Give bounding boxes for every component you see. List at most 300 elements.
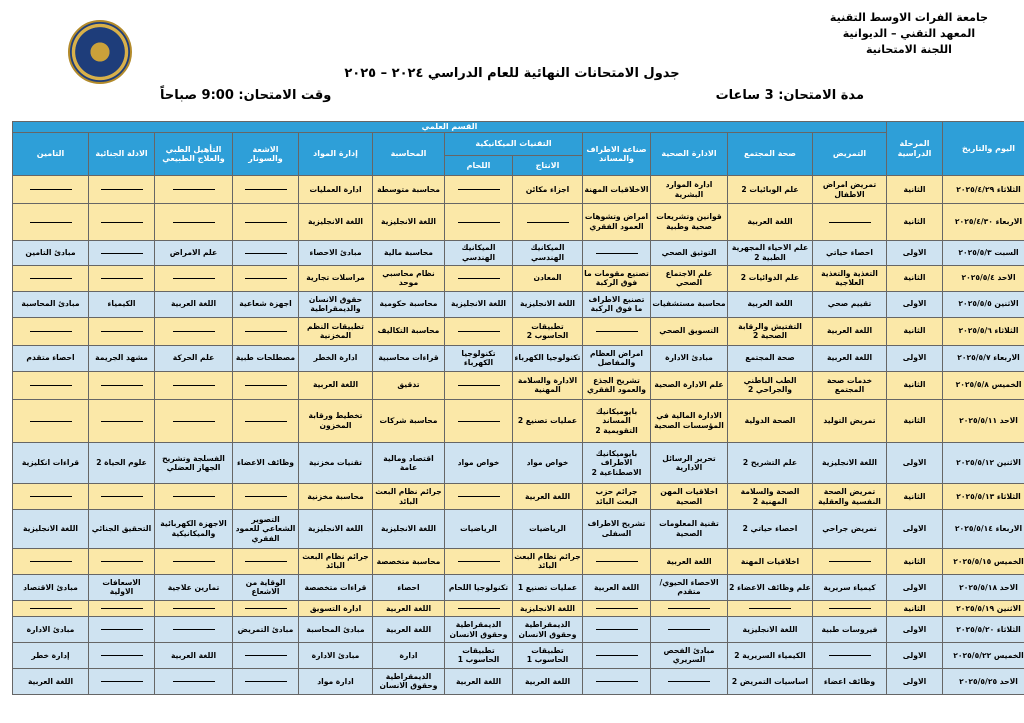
dash-placeholder (245, 278, 287, 279)
dash-placeholder (173, 608, 215, 609)
subject-cell: بايوميكانيك المساند التقويمية 2 (583, 399, 651, 442)
date-cell: الخميس ٢٠٢٥/٥/١٥ (943, 548, 1024, 574)
empty-cell (155, 265, 233, 291)
header-rehab: التأهيل الطبي والعلاج الطبيعي (155, 133, 233, 176)
date-cell: الخميس ٢٠٢٥/٥/٨ (943, 371, 1024, 399)
dash-placeholder (458, 561, 500, 562)
subject-cell: مشهد الجريمة (89, 345, 155, 371)
table-row (13, 371, 1024, 399)
dash-placeholder (173, 681, 215, 682)
dash-placeholder (668, 629, 710, 630)
empty-cell (13, 317, 89, 345)
subject-cell: محاسبة مستشفيات (651, 291, 728, 317)
subject-cell: حقوق الانسان والديمقراطية (299, 291, 373, 317)
dash-placeholder (30, 421, 72, 422)
dash-placeholder (527, 222, 569, 223)
dash-placeholder (173, 385, 215, 386)
subject-cell: اساسيات التمريض 2 (728, 668, 813, 694)
subject-cell: التحقيق الجنائي (89, 510, 155, 549)
stage-cell: الاولى (887, 345, 943, 371)
subject-cell: علوم الحياة 2 (89, 443, 155, 484)
subject-cell: اللغة العربية (728, 291, 813, 317)
empty-cell (651, 600, 728, 616)
subject-cell: امراض العظام والمفاصل (583, 345, 651, 371)
subject-cell: تحرير الرسائل الادارية (651, 443, 728, 484)
subject-cell: مبادئ الفحص السريري (651, 642, 728, 668)
dash-placeholder (30, 189, 72, 190)
header-insurance: التامين (13, 133, 89, 176)
subject-cell: علم وظائف الاعضاء 2 (728, 574, 813, 600)
dash-placeholder (101, 278, 143, 279)
empty-cell (89, 617, 155, 643)
subject-cell: جرائم نظام البعث البائد (299, 548, 373, 574)
empty-cell (583, 600, 651, 616)
dash-placeholder (101, 629, 143, 630)
empty-cell (445, 317, 513, 345)
empty-cell (233, 265, 299, 291)
date-cell: الاحد ٢٠٢٥/٥/١٨ (943, 574, 1024, 600)
subject-cell: اخلاقيات المهن الصحية (651, 484, 728, 510)
subject-cell: محاسبة التكاليف (373, 317, 445, 345)
subject-cell: اخلاقيات المهنة (728, 548, 813, 574)
header-forensic: الادلة الجنائية (89, 133, 155, 176)
empty-cell (13, 204, 89, 241)
stage-cell: الثانية (887, 600, 943, 616)
empty-cell (155, 204, 233, 241)
empty-cell (89, 642, 155, 668)
empty-cell (13, 176, 89, 204)
subject-cell: مبادئ المحاسبة (13, 291, 89, 317)
empty-cell (13, 399, 89, 442)
date-cell: السبت ٢٠٢٥/٥/٣ (943, 240, 1024, 265)
table-row (13, 176, 1024, 204)
header-materials: إدارة المواد (299, 133, 373, 176)
empty-cell (445, 265, 513, 291)
subject-cell: الكيمياء السريرية 2 (728, 642, 813, 668)
date-cell: الاثنين ٢٠٢٥/٥/١٩ (943, 600, 1024, 616)
dash-placeholder (101, 385, 143, 386)
subject-cell: الميكانيك الهندسي (513, 240, 583, 265)
exam-schedule-table (12, 121, 1024, 695)
empty-cell (233, 484, 299, 510)
empty-cell (13, 484, 89, 510)
table-row (13, 443, 1024, 484)
empty-cell (445, 600, 513, 616)
dash-placeholder (596, 253, 638, 254)
subject-cell: ادارة مواد (299, 668, 373, 694)
date-cell: الخميس ٢٠٢٥/٥/٢٢ (943, 642, 1024, 668)
empty-cell (445, 399, 513, 442)
stage-cell: الثانية (887, 399, 943, 442)
date-cell: الاحد ٢٠٢٥/٥/٢٥ (943, 668, 1024, 694)
empty-cell (155, 399, 233, 442)
subject-cell: تكنولوجيا الكهرباء (445, 345, 513, 371)
empty-cell (89, 317, 155, 345)
subject-cell: تطبيقات الحاسوب 1 (513, 642, 583, 668)
header-science-dept: القسم العلمي (13, 122, 887, 133)
dash-placeholder (173, 189, 215, 190)
subject-cell: اللغة الانجليزية (445, 291, 513, 317)
empty-cell (445, 484, 513, 510)
subject-cell: اللغة الانجليزية (513, 600, 583, 616)
dash-placeholder (101, 222, 143, 223)
subject-cell: مصطلحات طبية (233, 345, 299, 371)
dash-placeholder (596, 561, 638, 562)
dash-placeholder (596, 629, 638, 630)
subject-cell: علم التشريح 2 (728, 443, 813, 484)
subject-cell: التفتيش والرقابة الصحية 2 (728, 317, 813, 345)
subject-cell: مبادئ المحاسبة (299, 617, 373, 643)
subject-cell: مبادئ الادارة (299, 642, 373, 668)
dash-placeholder (30, 222, 72, 223)
stage-cell: الثانية (887, 265, 943, 291)
subject-cell: الاسعافات الاولية (89, 574, 155, 600)
subject-cell: الادارة والسلامة المهنية (513, 371, 583, 399)
dash-placeholder (245, 331, 287, 332)
subject-cell: احصاء متقدم (13, 345, 89, 371)
dash-placeholder (749, 608, 791, 609)
subject-cell: تطبيقات الحاسوب 1 (445, 642, 513, 668)
subject-cell: صحة المجتمع (728, 345, 813, 371)
dash-placeholder (173, 331, 215, 332)
subject-cell: اللغة الانجليزية (513, 291, 583, 317)
dash-placeholder (458, 189, 500, 190)
empty-cell (583, 240, 651, 265)
empty-cell (728, 600, 813, 616)
dash-placeholder (30, 561, 72, 562)
subject-cell: فيروسات طبية (813, 617, 887, 643)
subject-cell: تشريح الجذع والعمود الفقري (583, 371, 651, 399)
dash-placeholder (101, 608, 143, 609)
header-stage: المرحلة الدراسية (887, 122, 943, 176)
empty-cell (233, 176, 299, 204)
date-cell: الاحد ٢٠٢٥/٥/١١ (943, 399, 1024, 442)
subject-cell: محاسبة مالية (373, 240, 445, 265)
subject-cell: الاحصاء الحيوي/ متقدم (651, 574, 728, 600)
dash-placeholder (596, 331, 638, 332)
dash-placeholder (245, 385, 287, 386)
stage-cell: الاولى (887, 510, 943, 549)
empty-cell (583, 642, 651, 668)
table-row (13, 574, 1024, 600)
empty-cell (89, 484, 155, 510)
date-cell: الثلاثاء ٢٠٢٥/٤/٢٩ (943, 176, 1024, 204)
dash-placeholder (101, 421, 143, 422)
dash-placeholder (596, 655, 638, 656)
subject-cell: مبادئ الاقتصاد (13, 574, 89, 600)
header-accounting: المحاسبة (373, 133, 445, 176)
header-welding: اللحام (445, 156, 513, 176)
subject-cell: تمريض جراحي (813, 510, 887, 549)
subject-cell: علم الاجتماع الصحي (651, 265, 728, 291)
subject-cell: إدارة خطر (13, 642, 89, 668)
exam-duration: مدة الامتحان: 3 ساعات (715, 88, 864, 103)
dash-placeholder (30, 496, 72, 497)
subject-cell: علم الاحياء المجهرية الطبية 2 (728, 240, 813, 265)
dash-placeholder (101, 253, 143, 254)
dash-placeholder (596, 608, 638, 609)
table-row (13, 617, 1024, 643)
subject-cell: تكنولوجيا الكهرباء (513, 345, 583, 371)
subject-cell: محاسبة متوسطة (373, 176, 445, 204)
subject-cell: عمليات تصنيع 1 (513, 574, 583, 600)
empty-cell (155, 668, 233, 694)
subject-cell: قراءات محاسبية (373, 345, 445, 371)
dash-placeholder (30, 385, 72, 386)
dash-placeholder (829, 222, 871, 223)
subject-cell: اللغة العربية (373, 600, 445, 616)
subject-cell: نظام محاسبي موحد (373, 265, 445, 291)
subject-cell: جرائم نظام البعث البائد (513, 548, 583, 574)
dash-placeholder (668, 681, 710, 682)
subject-cell: اللغة العربية (155, 642, 233, 668)
subject-cell: تقنيات مخزنية (299, 443, 373, 484)
subject-cell: قراءات متخصصة (299, 574, 373, 600)
empty-cell (155, 317, 233, 345)
subject-cell: مبادئ الادارة (651, 345, 728, 371)
stage-cell: الاولى (887, 574, 943, 600)
committee-name: اللجنة الامتحانية (866, 43, 952, 56)
page-title: جدول الامتحانات النهائية للعام الدراسي ٢٠٢٤ – ٢٠٢٥ (344, 66, 680, 81)
subject-cell: تمريض امراض الاطفال (813, 176, 887, 204)
subject-cell: الفسلجة وتشريح الجهاز العضلي (155, 443, 233, 484)
subject-cell: تمريض التوليد (813, 399, 887, 442)
empty-cell (89, 204, 155, 241)
subject-cell: مبادئ الادارة (13, 617, 89, 643)
dash-placeholder (245, 608, 287, 609)
dash-placeholder (458, 222, 500, 223)
dash-placeholder (458, 278, 500, 279)
subject-cell: كيمياء سريرية (813, 574, 887, 600)
table-row (13, 510, 1024, 549)
dash-placeholder (173, 496, 215, 497)
subject-cell: تقنية المعلومات الصحية (651, 510, 728, 549)
dash-placeholder (829, 608, 871, 609)
table-row (13, 548, 1024, 574)
dash-placeholder (829, 655, 871, 656)
subject-cell: اقتصاد ومالية عامة (373, 443, 445, 484)
subject-cell: اللغة العربية (513, 484, 583, 510)
subject-cell: ادارة (373, 642, 445, 668)
dash-placeholder (30, 278, 72, 279)
empty-cell (813, 642, 887, 668)
institution-header (830, 10, 988, 58)
dash-placeholder (173, 561, 215, 562)
empty-cell (233, 399, 299, 442)
subject-cell: الكيمياء (89, 291, 155, 317)
subject-cell: تمارين علاجية (155, 574, 233, 600)
empty-cell (233, 317, 299, 345)
subject-cell: اللغة العربية (13, 668, 89, 694)
empty-cell (445, 176, 513, 204)
subject-cell: جرائم نظام البعث البائد (373, 484, 445, 510)
table-row (13, 291, 1024, 317)
dash-placeholder (829, 561, 871, 562)
empty-cell (651, 668, 728, 694)
header-health-admin: الادارة الصحية (651, 133, 728, 176)
subject-cell: اللغة الانجليزية (373, 204, 445, 241)
subject-cell: ادارة التسويق (299, 600, 373, 616)
stage-cell: الاولى (887, 443, 943, 484)
stage-cell: الثانية (887, 548, 943, 574)
subject-cell: تدقيق (373, 371, 445, 399)
subject-cell: اللغة العربية (651, 548, 728, 574)
empty-cell (89, 240, 155, 265)
subject-cell: اللغة الانجليزية (373, 510, 445, 549)
subject-cell: محاسبة مخزنية (299, 484, 373, 510)
subject-cell: مبادئ التمريض (233, 617, 299, 643)
subject-cell: ادارة الخطر (299, 345, 373, 371)
stage-cell: الاولى (887, 642, 943, 668)
empty-cell (233, 548, 299, 574)
dash-placeholder (668, 608, 710, 609)
subject-cell: محاسبة متخصصة (373, 548, 445, 574)
empty-cell (89, 399, 155, 442)
subject-cell: المعادن (513, 265, 583, 291)
subject-cell: الديمقراطية وحقوق الانسان (513, 617, 583, 643)
empty-cell (89, 548, 155, 574)
subject-cell: اللغة العربية (373, 617, 445, 643)
table-row (13, 642, 1024, 668)
university-name: جامعة الفرات الاوسط التقنية (829, 11, 988, 24)
dash-placeholder (101, 496, 143, 497)
subject-cell: تقييم صحي (813, 291, 887, 317)
subject-cell: الادارة المالية في المؤسسات الصحية (651, 399, 728, 442)
date-cell: الاربعاء ٢٠٢٥/٥/٧ (943, 345, 1024, 371)
subject-cell: تمريض الصحة النفسية والعقلية (813, 484, 887, 510)
empty-cell (813, 204, 887, 241)
table-row (13, 265, 1024, 291)
subject-cell: محاسبة حكومية (373, 291, 445, 317)
dash-placeholder (458, 385, 500, 386)
table-row (13, 668, 1024, 694)
dash-placeholder (30, 608, 72, 609)
subject-cell: الوقاية من الاشعاع (233, 574, 299, 600)
institute-name: المعهد التقني – الديوانية (842, 27, 976, 40)
empty-cell (445, 204, 513, 241)
subject-cell: الرياضيات (513, 510, 583, 549)
empty-cell (89, 371, 155, 399)
subject-cell: اجهزة شعاعية (233, 291, 299, 317)
date-cell: الاربعاء ٢٠٢٥/٥/١٤ (943, 510, 1024, 549)
date-cell: الثلاثاء ٢٠٢٥/٥/٦ (943, 317, 1024, 345)
empty-cell (583, 668, 651, 694)
subject-cell: جرائم حزب البعث البائد (583, 484, 651, 510)
empty-cell (155, 548, 233, 574)
dash-placeholder (596, 681, 638, 682)
table-row (13, 345, 1024, 371)
exam-time: وقت الامتحان: 9:00 صباحاً (160, 88, 332, 103)
empty-cell (233, 642, 299, 668)
dash-placeholder (173, 222, 215, 223)
table-row (13, 204, 1024, 241)
empty-cell (13, 265, 89, 291)
dash-placeholder (101, 189, 143, 190)
dash-placeholder (245, 189, 287, 190)
subject-cell: مبادئ الاحصاء (299, 240, 373, 265)
header-date: اليوم والتاريخ (943, 122, 1024, 176)
subject-cell: اللغة الانجليزية (813, 443, 887, 484)
subject-cell: تخطيط ورقابة المخزون (299, 399, 373, 442)
subject-cell: وظائف اعضاء (813, 668, 887, 694)
dash-placeholder (173, 421, 215, 422)
empty-cell (155, 371, 233, 399)
subject-cell: تطبيقات الحاسوب 2 (513, 317, 583, 345)
date-cell: الثلاثاء ٢٠٢٥/٥/٢٠ (943, 617, 1024, 643)
subject-cell: احصاء حياتي (813, 240, 887, 265)
dash-placeholder (245, 222, 287, 223)
subject-cell: علم الوبائيات 2 (728, 176, 813, 204)
header-mechanical: التقنيات الميكانيكية (445, 133, 583, 156)
header-community-health: صحة المجتمع (728, 133, 813, 176)
subject-cell: احصاء (373, 574, 445, 600)
dash-placeholder (245, 681, 287, 682)
dash-placeholder (173, 629, 215, 630)
subject-cell: اللغة العربية (299, 371, 373, 399)
stage-cell: الثانية (887, 371, 943, 399)
dash-placeholder (245, 253, 287, 254)
dash-placeholder (173, 278, 215, 279)
empty-cell (513, 204, 583, 241)
subject-cell: خدمات صحة المجتمع (813, 371, 887, 399)
subject-cell: الصحة الدولية (728, 399, 813, 442)
subject-cell: قوانين وتشريعات صحية وطبية (651, 204, 728, 241)
stage-cell: الاولى (887, 668, 943, 694)
table-row (13, 317, 1024, 345)
subject-cell: بايوميكانيك الاطراف الاصطناعية 2 (583, 443, 651, 484)
subject-cell: الرياضيات (445, 510, 513, 549)
subject-cell: اجزاء مكائن (513, 176, 583, 204)
subject-cell: عمليات تصنيع 2 (513, 399, 583, 442)
empty-cell (813, 600, 887, 616)
empty-cell (445, 371, 513, 399)
subject-cell: تكنولوجيا اللحام (445, 574, 513, 600)
date-cell: الثلاثاء ٢٠٢٥/٥/١٣ (943, 484, 1024, 510)
dash-placeholder (245, 496, 287, 497)
stage-cell: الثانية (887, 484, 943, 510)
subject-cell: الميكانيك الهندسي (445, 240, 513, 265)
empty-cell (155, 600, 233, 616)
subject-cell: علم الادارة الصحية (651, 371, 728, 399)
empty-cell (13, 548, 89, 574)
empty-cell (155, 484, 233, 510)
subject-cell: اللغة العربية (813, 317, 887, 345)
empty-cell (583, 617, 651, 643)
table-row (13, 399, 1024, 442)
stage-cell: الاولى (887, 291, 943, 317)
subject-cell: الديمقراطية وحقوق الانسان (445, 617, 513, 643)
dash-placeholder (458, 331, 500, 332)
dash-placeholder (458, 496, 500, 497)
subject-cell: علم الحركة (155, 345, 233, 371)
subject-cell: امراض وتشوهات العمود الفقري (583, 204, 651, 241)
table-row (13, 484, 1024, 510)
subject-cell: التسويق الصحي (651, 317, 728, 345)
empty-cell (89, 265, 155, 291)
subject-cell: الاخلاقيات المهنة (583, 176, 651, 204)
subject-cell: اللغة العربية (728, 204, 813, 241)
empty-cell (155, 617, 233, 643)
subject-cell: محاسبة شركات (373, 399, 445, 442)
empty-cell (13, 600, 89, 616)
date-cell: الاربعاء ٢٠٢٥/٤/٣٠ (943, 204, 1024, 241)
subject-cell: اللغة العربية (813, 345, 887, 371)
subject-cell: الديمقراطية وحقوق الانسان (373, 668, 445, 694)
subject-cell: اللغة الانجليزية (299, 510, 373, 549)
header-production: الانتاج (513, 156, 583, 176)
subject-cell: التوثيق الصحي (651, 240, 728, 265)
dash-placeholder (458, 421, 500, 422)
